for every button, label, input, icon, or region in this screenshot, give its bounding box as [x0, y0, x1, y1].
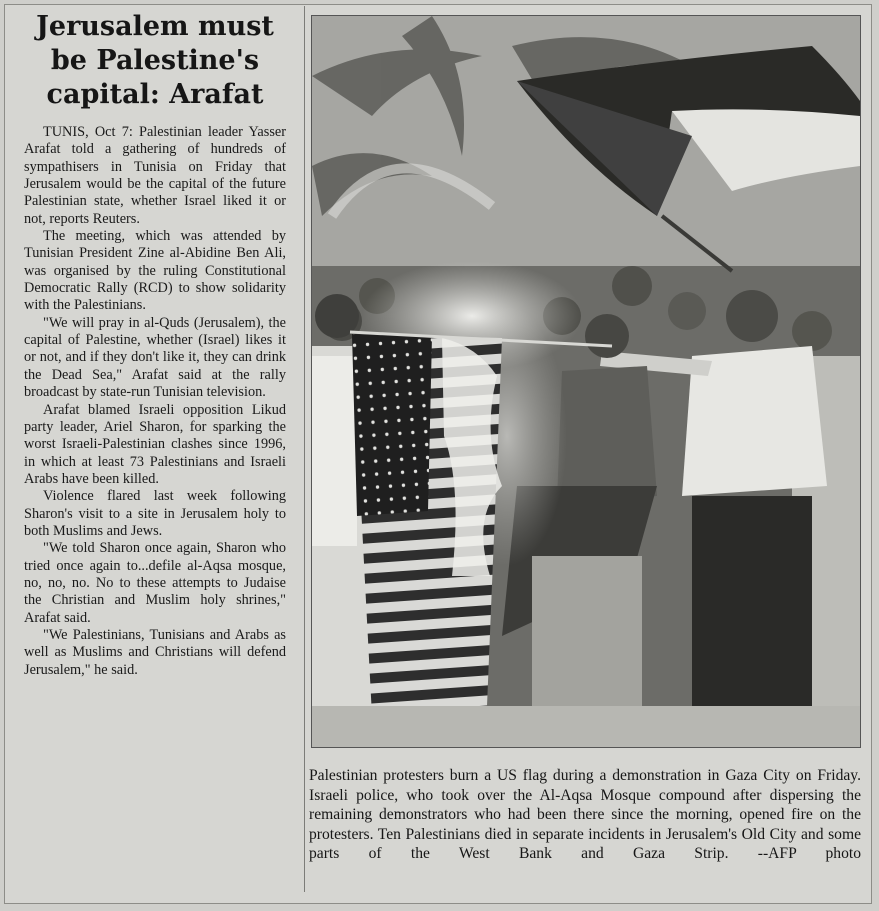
headline: Jerusalem must be Palestine's capital: Arafat: [36, 11, 274, 110]
article-paragraph: The meeting, which was attended by Tunisian President Zine al-Abidine Ben Ali, was organised by the ruling Constitutional Democratic Rally (RCD) to show solidarity with the Palestinians.: [24, 228, 286, 314]
article-paragraph: Violence flared last week following Sharon's visit to a site in Jerusalem holy to both Muslims and Jews.: [24, 488, 286, 539]
article-paragraph: TUNIS, Oct 7: Palestinian leader Yasser Arafat told a gathering of hundreds of sympathisers in Tunisia on Friday that Jerusalem would be the capital of the future Palestinian state, whether Israel liked it or not, reports Reuters.: [24, 124, 286, 227]
news-photo: [311, 15, 861, 748]
article-body: [24, 124, 286, 679]
photo-caption: Palestinian protesters burn a US flag during a demonstration in Gaza City on Friday. Israeli police, who took over the Al-Aqsa Mosque compound after dispersing the remaining demonstrators who had been there since the morning, opened fire on the protesters. Ten Palestinians died in separate incidents in Jerusalem's Old City and some parts of the West Bank and Gaza Strip. --AFP photo: [309, 767, 861, 863]
article-paragraph: "We will pray in al-Quds (Jerusalem), the capital of Palestine, whether (Israel) likes it or not, and if they don't like it, they can drink the Dead Sea," Arafat said at the rally broadcast by state-run Tunisian television.: [24, 314, 286, 401]
article-paragraph: "We Palestinians, Tunisians and Arabs as well as Muslims and Christians will defend Jerusalem," he said.: [24, 626, 286, 678]
protest-photo-illustration: [312, 16, 860, 747]
article-paragraph: Arafat blamed Israeli opposition Likud party leader, Ariel Sharon, for sparking the worst Israeli-Palestinian clashes since 1996, in which at least 73 Palestinians and Israeli Arabs have been killed.: [24, 401, 286, 487]
article-paragraph: "We told Sharon once again, Sharon who tried once again to...defile al-Aqsa mosque, no, no, no. No to these attempts to Judaise the Christian and Muslim holy shrines," Arafat said.: [24, 540, 286, 626]
column-divider: [304, 6, 305, 892]
